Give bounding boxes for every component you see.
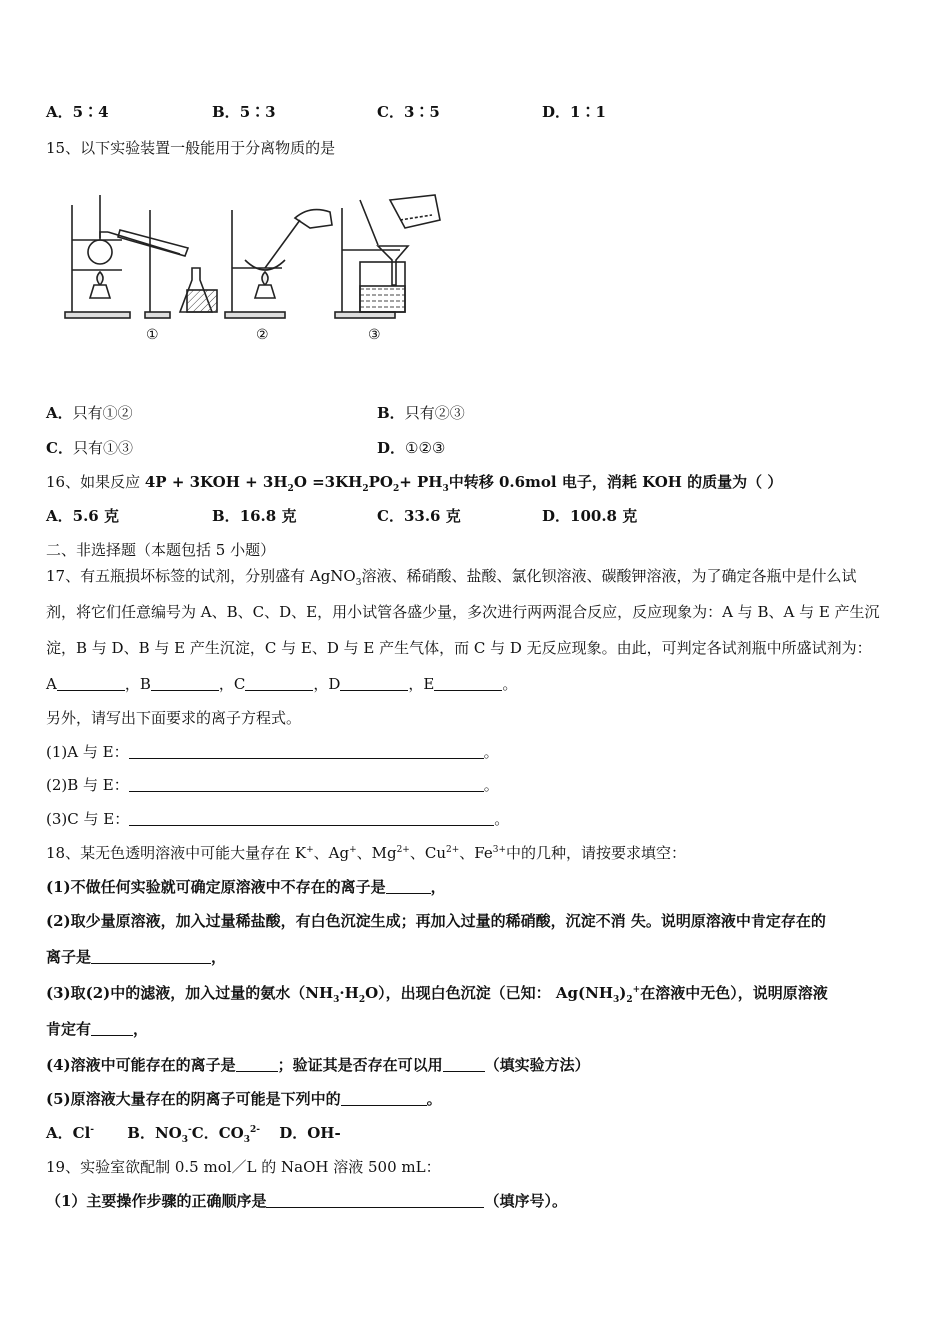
q18-p4: (4)溶液中可能存在的离子是 ；验证其是否存在可以用 （填实验方法） [46, 1056, 590, 1074]
q17-line2: 剂，将它们任意编号为 A、B、C、D、E，用小试管各盛少量，多次进行两两混合反应，反应现象为：A 与 B、A 与 E 产生沉 [46, 603, 880, 621]
blank-eq1[interactable] [129, 744, 484, 759]
q18-options: A．Cl- B．$NO_3^-C$．$CO_3^{2-}$ D．OH- [46, 1124, 341, 1145]
q16-stem: 16、如果反应 $4P + 3KOH + 3H_2O =3KH_2PO_2+ PH_3$中转移 0.6mol 电子，消耗 KOH 的质量为（ ） [46, 473, 783, 494]
q15-stem: 15、以下实验装置一般能用于分离物质的是 [46, 139, 336, 157]
figure-label-2: ② [256, 327, 269, 343]
apparatus-figure [60, 190, 460, 355]
q18-p1: (1)不做任何实验就可确定原溶液中不存在的离子是 ， [46, 878, 446, 896]
q15-option-d: D．①②③ [377, 439, 446, 457]
section-heading: 二、非选择题（本题包括 5 小题） [46, 541, 276, 559]
q17-line5: 另外，请写出下面要求的离子方程式。 [46, 709, 302, 727]
q16-option-a: A．5.6 克 [46, 507, 119, 525]
q15-option-c: C．只有①③ [46, 439, 133, 457]
blank-a[interactable] [57, 676, 125, 691]
blank-b[interactable] [151, 676, 219, 691]
q19-stem: 19、实验室欲配制 0.5 mol／L 的 NaOH 溶液 500 mL： [46, 1158, 441, 1176]
q19-p1: （1）主要操作步骤的正确顺序是 （填序号）。 [46, 1192, 567, 1210]
q16-option-b: B．16.8 克 [212, 507, 297, 525]
figure-label-3: ③ [368, 327, 381, 343]
figure-label-1: ① [146, 327, 159, 343]
q14-option-a: A．5∶4 [46, 103, 109, 121]
blank-d[interactable] [340, 676, 408, 691]
q15-option-a: A．只有①② [46, 404, 133, 422]
q18-p2: (2)取少量原溶液，加入过量稀盐酸，有白色沉淀生成；再加入过量的稀硝酸，沉淀不消 失。说明原溶液中肯定存在的 [46, 912, 826, 930]
q17-line1: 17、有五瓶损坏标签的试剂，分别盛有 AgNO$_3$溶液、稀硝酸、盐酸、氯化钡溶液、碳酸钾溶液，为了确定各瓶中是什么试 [46, 567, 857, 588]
blank-q18-2[interactable] [91, 949, 211, 964]
q18-p5: (5)原溶液大量存在的阴离子可能是下列中的 。 [46, 1090, 442, 1108]
q15-option-b: B．只有②③ [377, 404, 465, 422]
blank-q18-4a[interactable] [236, 1057, 278, 1072]
blank-eq2[interactable] [129, 777, 484, 792]
q16-option-d: D．100.8 克 [542, 507, 638, 525]
blank-c[interactable] [245, 676, 313, 691]
q14-option-d: D．1∶1 [542, 103, 606, 121]
q17-line3: 淀，B 与 D、B 与 E 产生沉淀，C 与 E、D 与 E 产生气体，而 C 与 D 无反应现象。由此，可判定各试剂瓶中所盛试剂为： [46, 639, 872, 657]
blank-q18-3[interactable] [91, 1021, 133, 1036]
apparatus-drawing [60, 190, 460, 330]
blank-e[interactable] [434, 676, 502, 691]
q18-p3f: 肯定有 ， [46, 1020, 149, 1038]
blank-q19-1[interactable] [266, 1193, 484, 1208]
q17-eq3: (3)C 与 E： 。 [46, 810, 510, 828]
q16-option-c: C．33.6 克 [377, 507, 461, 525]
blank-q18-1[interactable] [386, 879, 431, 894]
blank-eq3[interactable] [129, 811, 494, 826]
q14-option-c: C．3∶5 [377, 103, 440, 121]
q17-answers: A ，B ，C ，D ，E 。 [46, 675, 518, 693]
q17-eq1: (1)A 与 E： 。 [46, 743, 499, 761]
blank-q18-5[interactable] [341, 1091, 427, 1106]
q17-eq2: (2)B 与 E： 。 [46, 776, 499, 794]
q18-p3: (3)取(2)中的滤液，加入过量的氨水$(NH_3\cdot H_2O)$，出现白色沉淀（已知： $Ag(NH_3)_2^+$在溶液中无色），说明原溶液 [46, 984, 828, 1005]
q18-p2b: 离子是 ， [46, 948, 227, 966]
q14-option-b: B．5∶3 [212, 103, 276, 121]
q18-stem: 18、某无色透明溶液中可能大量存在 K+、Ag+、$Mg^{2+}$、$Cu^{2+}$、$Fe^{3+}$中的几种，请按要求填空： [46, 844, 687, 862]
blank-q18-4b[interactable] [443, 1057, 485, 1072]
